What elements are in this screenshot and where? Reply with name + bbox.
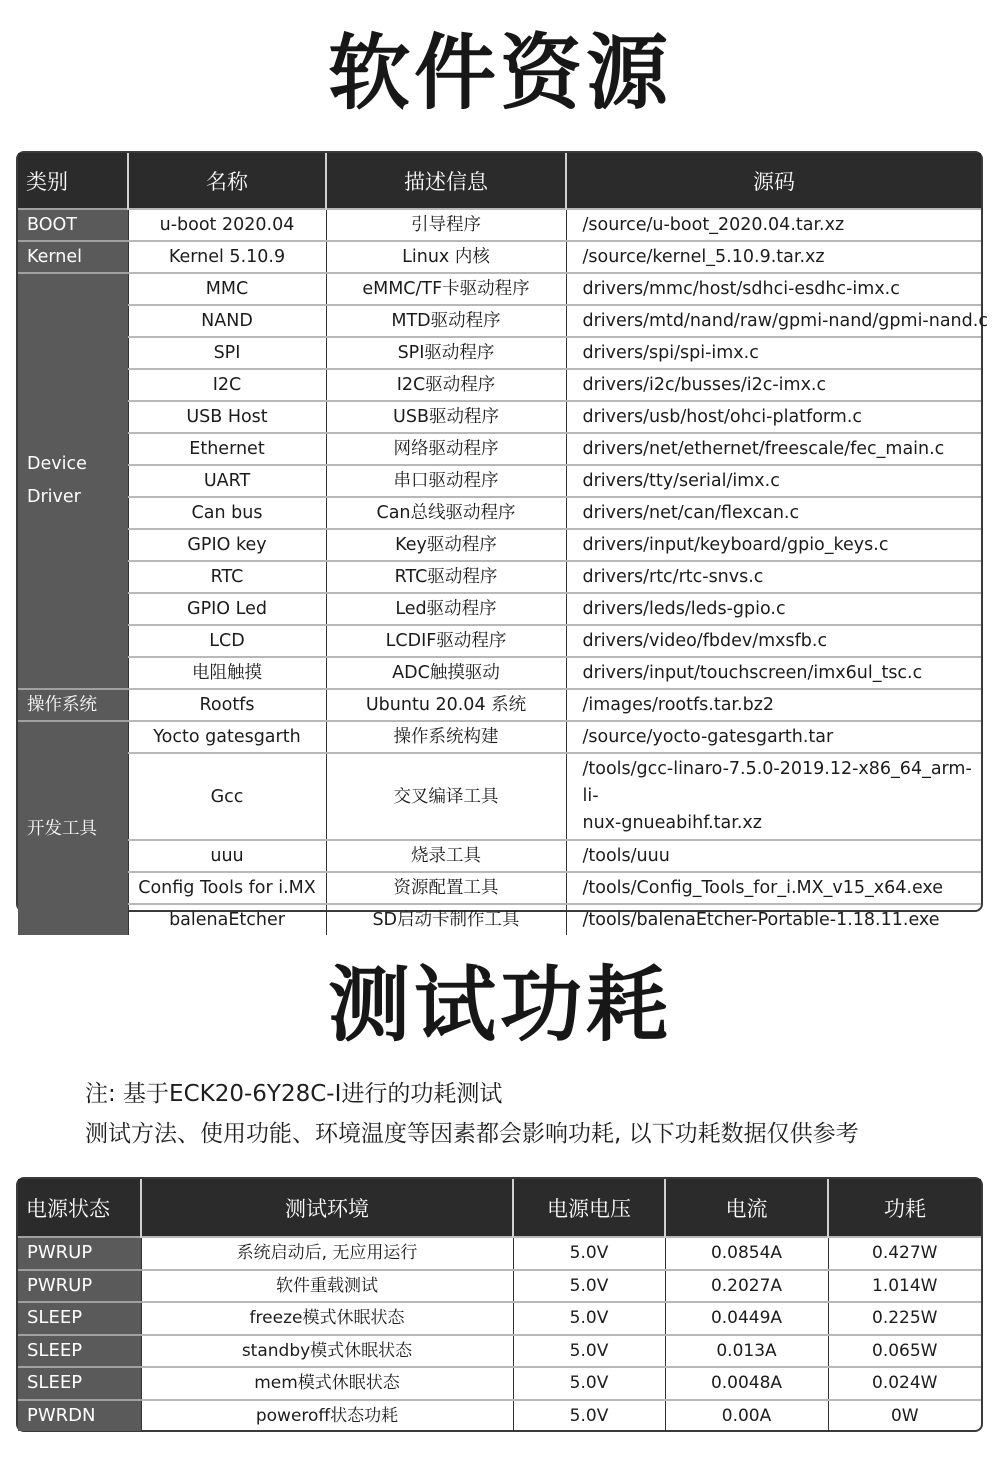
name-cell: Config Tools for i.MX xyxy=(128,872,326,904)
voltage-cell: 5.0V xyxy=(513,1270,665,1303)
current-cell: 0.2027A xyxy=(665,1270,828,1303)
voltage-cell: 5.0V xyxy=(513,1335,665,1368)
description-cell: SPI驱动程序 xyxy=(326,337,566,369)
description-cell: Key驱动程序 xyxy=(326,529,566,561)
description-cell: Can总线驱动程序 xyxy=(326,497,566,529)
column-header-test-env: 测试环境 xyxy=(141,1179,513,1237)
table-row xyxy=(18,337,981,369)
table-row xyxy=(18,369,981,401)
name-cell: SPI xyxy=(128,337,326,369)
source-cell: drivers/input/keyboard/gpio_keys.c xyxy=(566,529,981,561)
description-cell: 网络驱动程序 xyxy=(326,433,566,465)
power-cell: 0.225W xyxy=(828,1302,981,1335)
current-cell: 0.013A xyxy=(665,1335,828,1368)
description-cell: ADC触摸驱动 xyxy=(326,657,566,689)
column-header-name: 名称 xyxy=(128,153,326,209)
name-cell: I2C xyxy=(128,369,326,401)
description-cell: Led驱动程序 xyxy=(326,593,566,625)
table-header-row xyxy=(18,153,981,209)
table-row xyxy=(18,1237,981,1270)
table-row xyxy=(18,593,981,625)
source-cell: drivers/net/can/flexcan.c xyxy=(566,497,981,529)
source-cell: drivers/i2c/busses/i2c-imx.c xyxy=(566,369,981,401)
power-cell: 0.024W xyxy=(828,1367,981,1400)
category-cell: 操作系统 xyxy=(18,689,128,721)
power-test-title: 测试功耗 xyxy=(327,958,672,1053)
source-line: /tools/gcc-linaro-7.5.0-2019.12-x86_64_arm-li- xyxy=(582,759,972,806)
column-header-description: 描述信息 xyxy=(326,153,566,209)
source-cell: /source/u-boot_2020.04.tar.xz xyxy=(566,209,981,241)
table-row xyxy=(18,433,981,465)
table-row xyxy=(18,689,981,721)
source-cell: drivers/leds/leds-gpio.c xyxy=(566,593,981,625)
table-row xyxy=(18,904,981,935)
source-cell: /images/rootfs.tar.bz2 xyxy=(566,689,981,721)
voltage-cell: 5.0V xyxy=(513,1400,665,1432)
source-cell: drivers/input/touchscreen/imx6ul_tsc.c xyxy=(566,657,981,689)
description-cell: USB驱动程序 xyxy=(326,401,566,433)
column-header-power-state: 电源状态 xyxy=(18,1179,141,1237)
table-row xyxy=(18,1302,981,1335)
name-cell: UART xyxy=(128,465,326,497)
name-cell: 电阻触摸 xyxy=(128,657,326,689)
name-cell: Rootfs xyxy=(128,689,326,721)
test-env-cell: 系统启动后, 无应用运行 xyxy=(141,1237,513,1270)
source-cell: drivers/video/fbdev/mxsfb.c xyxy=(566,625,981,657)
name-cell: LCD xyxy=(128,625,326,657)
power-state-cell: PWRDN xyxy=(18,1400,141,1432)
power-cell: 0.427W xyxy=(828,1237,981,1270)
description-cell: MTD驱动程序 xyxy=(326,305,566,337)
description-cell: 交叉编译工具 xyxy=(326,753,566,840)
source-cell: drivers/mmc/host/sdhci-esdhc-imx.c xyxy=(566,273,981,305)
description-cell: 操作系统构建 xyxy=(326,721,566,753)
name-cell: balenaEtcher xyxy=(128,904,326,935)
test-env-cell: standby模式休眠状态 xyxy=(141,1335,513,1368)
name-cell: NAND xyxy=(128,305,326,337)
description-cell: Ubuntu 20.04 系统 xyxy=(326,689,566,721)
source-cell: drivers/mtd/nand/raw/gpmi-nand/gpmi-nand.c xyxy=(566,305,981,337)
description-cell: RTC驱动程序 xyxy=(326,561,566,593)
power-test-disclaimer: 测试方法、使用功能、环境温度等因素都会影响功耗, 以下功耗数据仅供参考 xyxy=(85,1121,859,1147)
name-cell: MMC xyxy=(128,273,326,305)
test-env-cell: freeze模式休眠状态 xyxy=(141,1302,513,1335)
table-row xyxy=(18,401,981,433)
table-row xyxy=(18,625,981,657)
source-cell: /source/yocto-gatesgarth.tar xyxy=(566,721,981,753)
description-cell: 烧录工具 xyxy=(326,840,566,872)
name-cell: uuu xyxy=(128,840,326,872)
power-state-cell: SLEEP xyxy=(18,1367,141,1400)
name-cell: Yocto gatesgarth xyxy=(128,721,326,753)
power-cell: 1.014W xyxy=(828,1270,981,1303)
power-cell: 0W xyxy=(828,1400,981,1432)
name-cell: u-boot 2020.04 xyxy=(128,209,326,241)
column-header-voltage: 电源电压 xyxy=(513,1179,665,1237)
name-cell: Can bus xyxy=(128,497,326,529)
table-row xyxy=(18,840,981,872)
source-cell: drivers/rtc/rtc-snvs.c xyxy=(566,561,981,593)
column-header-power: 功耗 xyxy=(828,1179,981,1237)
table-row xyxy=(18,273,981,305)
table-row xyxy=(18,497,981,529)
current-cell: 0.0854A xyxy=(665,1237,828,1270)
test-env-cell: 软件重载测试 xyxy=(141,1270,513,1303)
table-row xyxy=(18,241,981,273)
table-row xyxy=(18,1270,981,1303)
category-cell: BOOT xyxy=(18,209,128,241)
name-cell: Ethernet xyxy=(128,433,326,465)
source-cell: drivers/spi/spi-imx.c xyxy=(566,337,981,369)
table-header-row xyxy=(18,1179,981,1237)
source-cell xyxy=(566,753,981,840)
column-header-current: 电流 xyxy=(665,1179,828,1237)
source-cell: drivers/net/ethernet/freescale/fec_main.c xyxy=(566,433,981,465)
category-cell: Kernel xyxy=(18,241,128,273)
software-resources-title: 软件资源 xyxy=(327,26,672,121)
table-row xyxy=(18,721,981,753)
description-cell: 串口驱动程序 xyxy=(326,465,566,497)
voltage-cell: 5.0V xyxy=(513,1302,665,1335)
power-cell: 0.065W xyxy=(828,1335,981,1368)
description-cell: 资源配置工具 xyxy=(326,872,566,904)
source-cell: /tools/uuu xyxy=(566,840,981,872)
power-consumption-table xyxy=(16,1177,983,1432)
source-cell: drivers/usb/host/ohci-platform.c xyxy=(566,401,981,433)
power-state-cell: SLEEP xyxy=(18,1302,141,1335)
description-cell: 引导程序 xyxy=(326,209,566,241)
name-cell: USB Host xyxy=(128,401,326,433)
table-row xyxy=(18,1367,981,1400)
name-cell: Gcc xyxy=(128,753,326,840)
source-cell: /source/kernel_5.10.9.tar.xz xyxy=(566,241,981,273)
power-state-cell: PWRUP xyxy=(18,1237,141,1270)
table-row xyxy=(18,465,981,497)
category-line: Driver xyxy=(27,487,81,507)
source-line: nux-gnueabihf.tar.xz xyxy=(582,813,762,833)
source-cell: /tools/balenaEtcher-Portable-1.18.11.exe xyxy=(566,904,981,935)
voltage-cell: 5.0V xyxy=(513,1237,665,1270)
table-row xyxy=(18,657,981,689)
category-cell-device-driver xyxy=(18,273,128,689)
current-cell: 0.0449A xyxy=(665,1302,828,1335)
description-cell: SD启动卡制作工具 xyxy=(326,904,566,935)
table-row xyxy=(18,305,981,337)
category-cell-dev-tools: 开发工具 xyxy=(18,721,128,935)
table-row xyxy=(18,872,981,904)
power-state-cell: PWRUP xyxy=(18,1270,141,1303)
source-cell: drivers/tty/serial/imx.c xyxy=(566,465,981,497)
description-cell: Linux 内核 xyxy=(326,241,566,273)
category-line: Device xyxy=(27,454,87,474)
table-row xyxy=(18,1400,981,1432)
table-row xyxy=(18,209,981,241)
description-cell: LCDIF驱动程序 xyxy=(326,625,566,657)
table-row xyxy=(18,1335,981,1368)
table-row xyxy=(18,529,981,561)
description-cell: eMMC/TF卡驱动程序 xyxy=(326,273,566,305)
table-row xyxy=(18,753,981,840)
voltage-cell: 5.0V xyxy=(513,1367,665,1400)
name-cell: Kernel 5.10.9 xyxy=(128,241,326,273)
name-cell: GPIO Led xyxy=(128,593,326,625)
current-cell: 0.0048A xyxy=(665,1367,828,1400)
power-state-cell: SLEEP xyxy=(18,1335,141,1368)
name-cell: GPIO key xyxy=(128,529,326,561)
test-env-cell: mem模式休眠状态 xyxy=(141,1367,513,1400)
current-cell: 0.00A xyxy=(665,1400,828,1432)
table-row xyxy=(18,561,981,593)
power-test-note: 注: 基于ECK20-6Y28C-I进行的功耗测试 xyxy=(85,1081,503,1107)
test-env-cell: poweroff状态功耗 xyxy=(141,1400,513,1432)
description-cell: I2C驱动程序 xyxy=(326,369,566,401)
software-resources-table xyxy=(16,151,988,930)
column-header-source: 源码 xyxy=(566,153,981,209)
name-cell: RTC xyxy=(128,561,326,593)
source-cell: /tools/Config_Tools_for_i.MX_v15_x64.exe xyxy=(566,872,981,904)
column-header-category: 类别 xyxy=(18,153,128,209)
